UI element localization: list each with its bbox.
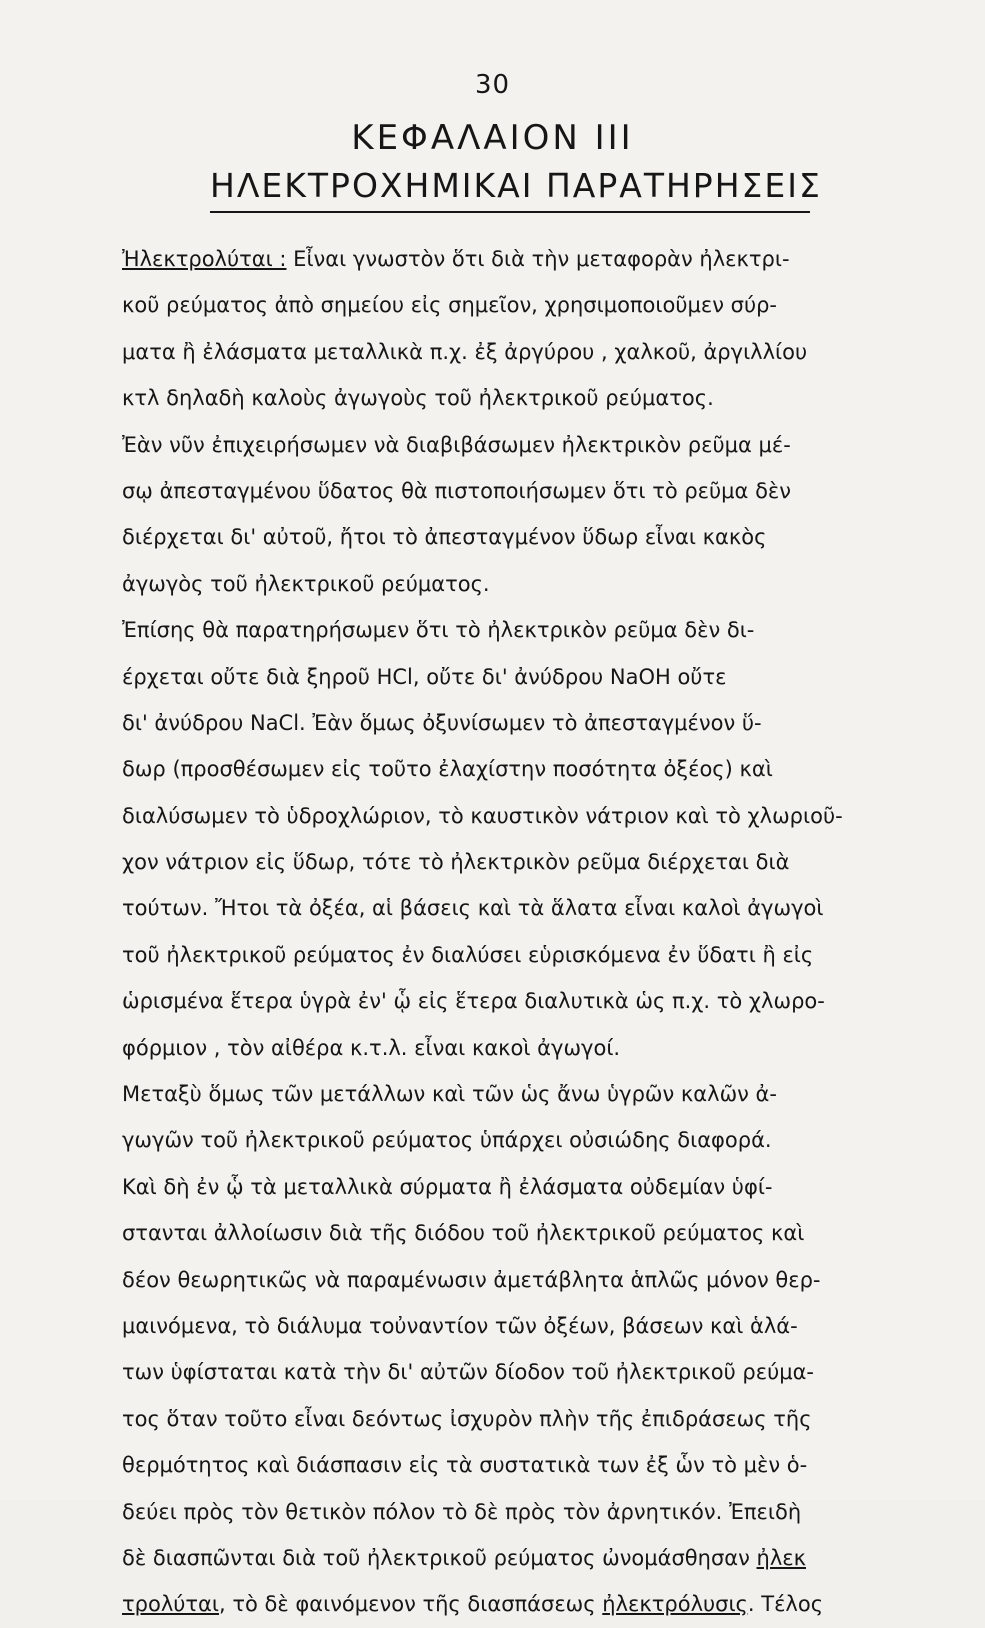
text-line: δωρ (προσθέσωμεν εἰς τοῦτο ἐλαχίστην ποσότητα ὀξέος) καὶ [122,757,773,782]
page-number: 30 [474,70,511,100]
text-line: τοῦ ἠλεκτρικοῦ ρεύματος ἐν διαλύσει εὑρισκόμενα ἐν ὕδατι ἢ εἰς [122,942,814,967]
text-line: δεύει πρὸς τὸν θετικὸν πόλον τὸ δὲ πρὸς τὸν ἀρνητικόν. Ἐπειδὴ [122,1499,802,1524]
text-line [122,236,932,282]
text-line: φόρμιον , τὸν αἰθέρα κ.τ.λ. εἶναι κακοὶ ἀγωγοί. [122,1035,621,1060]
text-line: έρχεται οὔτε διὰ ξηροῦ HCl, οὔτε δι' ἀνύδρου NaOH οὔτε [122,664,727,689]
text-line: ἀγωγὸς τοῦ ἠλεκτρικοῦ ρεύματος. [122,571,490,596]
title-underline [210,211,810,213]
section-heading: Ἠλεκτρολύται : [122,247,287,271]
text-line: δι' ἀνύδρου NaCl. Ἐὰν ὅμως ὀξυνίσωμεν τὸ ἀπεσταγμένον ὕ- [122,710,762,735]
text-line-content: δὲ διασπῶνται διὰ τοῦ ἠλεκτρικοῦ ρεύματος ὠνομάσθησαν [122,1545,750,1570]
text-line: κτλ δηλαδὴ καλοὺς ἀγωγοὺς τοῦ ἠλεκτρικοῦ ρεύματος. [122,386,714,411]
text-line: μαινόμενα, τὸ διάλυμα τοὐναντίον τῶν ὀξέων, βάσεων καὶ ἁλά- [122,1313,798,1338]
body-text [122,236,932,1628]
text-line: Ἐὰν νῦν ἐπιχειρήσωμεν νὰ διαβιβάσωμεν ἠλεκτρικὸν ρεῦμα μέ- [122,432,791,457]
text-line: Μεταξὺ ὅμως τῶν μετάλλων καὶ τῶν ὡς ἄνω ὑγρῶν καλῶν ἀ- [122,1082,777,1107]
text-line: δέον θεωρητικῶς νὰ παραμένωσιν ἀμετάβλητα ἁπλῶς μόνον θερ- [122,1267,821,1292]
text-line: ματα ἢ ἐλάσματα μεταλλικὰ π.χ. ἐξ ἀργύρου , χαλκοῦ, ἀργιλλίου [122,339,808,364]
text-line: τούτων. Ἤτοι τὰ ὀξέα, αἱ βάσεις καὶ τὰ ἅλατα εἶναι καλοὶ ἀγωγοὶ [122,896,824,921]
underlined-term: ἠλεκτρόλυσις [602,1592,748,1617]
underlined-term: τρολύται [122,1592,219,1617]
text-line [122,1535,932,1581]
text-line: σῳ ἀπεσταγμένου ὕδατος θὰ πιστοποιήσωμεν ὅτι τὸ ρεῦμα δὲν [122,478,791,503]
text-line: χον νάτριον εἰς ὕδωρ, τότε τὸ ἠλεκτρικὸν ρεῦμα διέρχεται διὰ [122,850,790,875]
text-line: των ὑφίσταται κατὰ τὴν δι' αὐτῶν δίοδον τοῦ ἠλεκτρικοῦ ρεύμα- [122,1360,815,1385]
text-line: γωγῶν τοῦ ἠλεκτρικοῦ ρεύματος ὑπάρχει οὐσιώδης διαφορά. [122,1128,772,1153]
chapter-heading: ΚΕΦΑΛΑΙΟΝ ΙΙΙ [351,118,634,158]
text-line-content: . Τέλος [747,1592,824,1617]
text-line-content: Εἶναι γνωστὸν ὅτι διὰ τὴν μεταφορὰν ἠλεκτρι- [293,247,790,271]
text-line-content: , τὸ δὲ φαινόμενον τῆς διασπάσεως [219,1592,596,1617]
text-line: κοῦ ρεύματος ἀπὸ σημείου εἰς σημεῖον, χρησιμοποιοῦμεν σύρ- [122,293,777,318]
text-line: θερμότητος καὶ διάσπασιν εἰς τὰ συστατικὰ των ἐξ ὧν τὸ μὲν ὁ- [122,1453,808,1478]
text-line: ὡρισμένα ἕτερα ὑγρὰ ἐν' ᾧ εἰς ἕτερα διαλυτικὰ ὡς π.χ. τὸ χλωρο- [122,989,825,1014]
page-title: ΗΛΕΚΤΡΟΧΗΜΙΚΑΙ ΠΑΡΑΤΗΡΗΣΕΙΣ [210,166,822,205]
underlined-term: ἠλεκ [756,1545,806,1570]
text-line [122,1581,932,1627]
text-line: διέρχεται δι' αὐτοῦ, ἤτοι τὸ ἀπεσταγμένον ὕδωρ εἶναι κακὸς [122,525,767,550]
text-line: στανται ἀλλοίωσιν διὰ τῆς διόδου τοῦ ἠλεκτρικοῦ ρεύματος καὶ [122,1221,805,1246]
page-title-block [210,166,822,213]
text-line: τος ὅταν τοῦτο εἶναι δεόντως ἰσχυρὸν πλὴν τῆς ἐπιδράσεως τῆς [122,1406,812,1431]
text-line: Καὶ δὴ ἐν ᾧ τὰ μεταλλικὰ σύρματα ἢ ἐλάσματα οὐδεμίαν ὑφί- [122,1174,773,1199]
text-line: διαλύσωμεν τὸ ὑδροχλώριον, τὸ καυστικὸν νάτριον καὶ τὸ χλωριοῦ- [122,803,843,828]
text-line: Ἐπίσης θὰ παρατηρήσωμεν ὅτι τὸ ἠλεκτρικὸν ρεῦμα δὲν δι- [122,618,755,643]
